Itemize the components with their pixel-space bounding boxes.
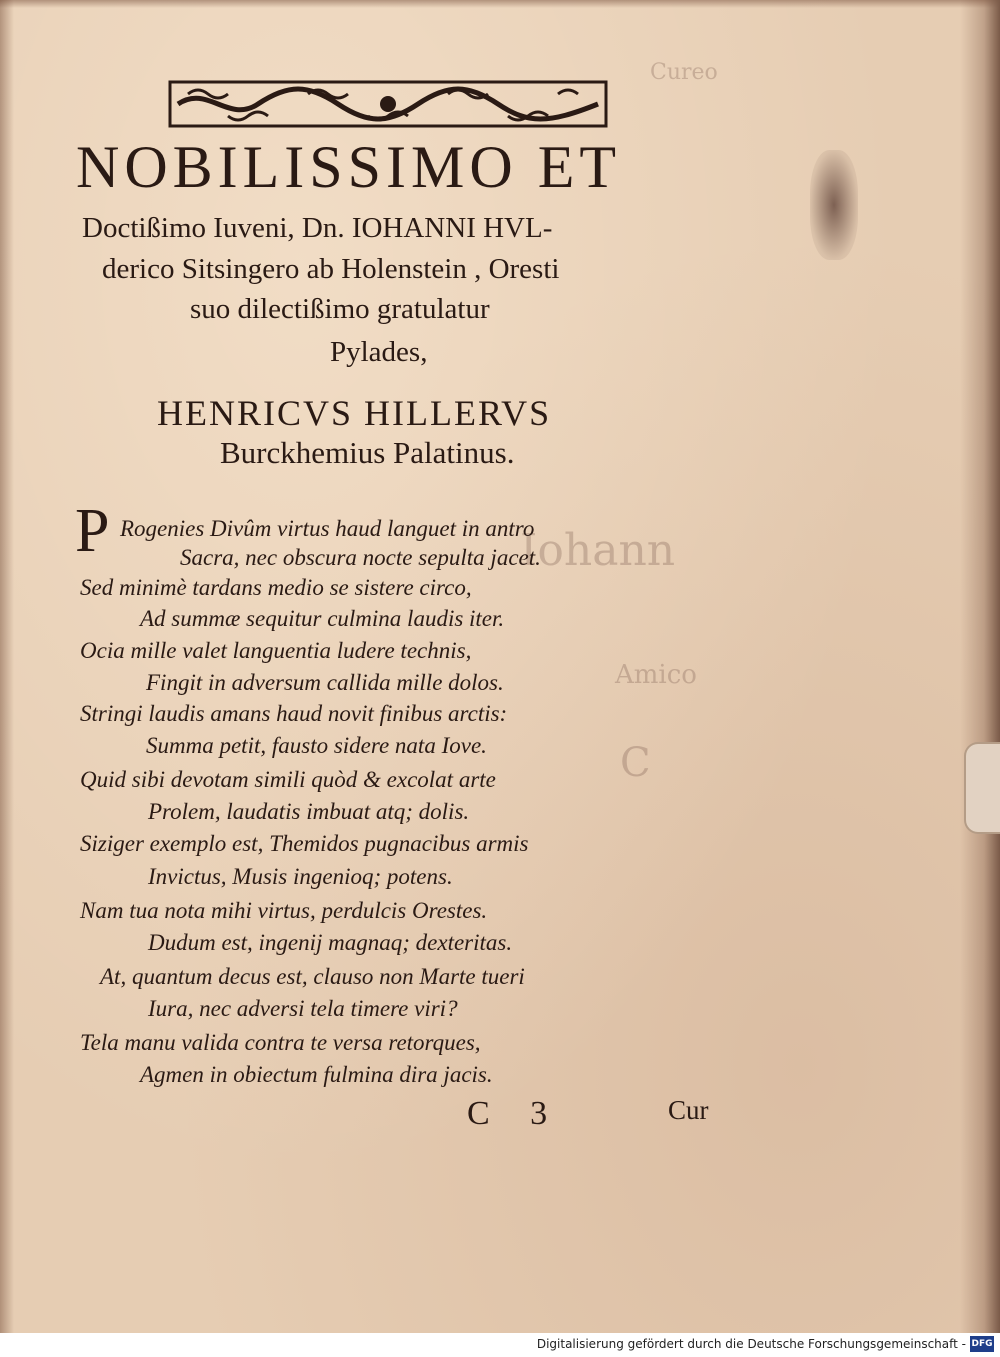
verse-line: Nam tua nota mihi virtus, perdulcis Orestes. bbox=[80, 898, 488, 923]
bleed-through-text: Amico bbox=[615, 660, 697, 690]
verse-line: Stringi laudis amans haud novit finibus arctis: bbox=[80, 701, 508, 726]
dedication-line: suo dilectißimo gratulatur bbox=[190, 293, 490, 325]
verse-line: Iura, nec adversi tela timere viri? bbox=[148, 996, 458, 1021]
verse-line: Invictus, Musis ingenioq; potens. bbox=[148, 864, 453, 889]
verse-line: Sacra, nec obscura nocte sepulta jacet. bbox=[180, 545, 541, 570]
verse-line: Siziger exemplo est, Themidos pugnacibus armis bbox=[80, 831, 529, 856]
verse-line: At, quantum decus est, clauso non Marte tueri bbox=[100, 964, 525, 989]
catchword: Cur bbox=[668, 1095, 709, 1125]
verse-line: Sed minimè tardans medio se sistere circo, bbox=[80, 575, 472, 600]
verse-line: Rogenies Divûm virtus haud languet in antro bbox=[120, 516, 535, 541]
bleed-through-text: Iohann bbox=[520, 525, 676, 576]
signature-mark: C 3 bbox=[467, 1095, 564, 1132]
verse-line: Tela manu valida contra te versa retorques, bbox=[80, 1030, 481, 1055]
page-top-shadow bbox=[0, 0, 1000, 8]
page-right-shadow bbox=[960, 0, 1000, 1333]
dfg-logo: DFG bbox=[970, 1336, 994, 1352]
verse-line: Ad summæ sequitur culmina laudis iter. bbox=[140, 606, 505, 631]
page-left-shadow bbox=[0, 0, 14, 1333]
verse-line: Quid sibi devotam simili quòd & excolat arte bbox=[80, 767, 496, 792]
dedication-line: Doctißimo Iuveni, Dn. IOHANNI HVL- bbox=[82, 212, 553, 244]
verse-line: Fingit in adversum callida mille dolos. bbox=[146, 670, 504, 695]
dedication-line: Pylades, bbox=[330, 336, 428, 368]
verse-line: Prolem, laudatis imbuat atq; dolis. bbox=[148, 799, 470, 824]
author-name: HENRICVS HILLERVS bbox=[157, 393, 552, 433]
ink-stain bbox=[810, 150, 858, 260]
bleed-through-text: Cureo bbox=[650, 60, 718, 85]
page-tab-marker bbox=[964, 742, 1000, 834]
verse-line: Dudum est, ingenij magnaq; dexteritas. bbox=[148, 930, 513, 955]
verse-line: Summa petit, fausto sidere nata Iove. bbox=[146, 733, 487, 758]
dedication-line: derico Sitsingero ab Holenstein , Oresti bbox=[102, 253, 560, 285]
ornament-headpiece-icon bbox=[168, 80, 608, 128]
drop-cap: P bbox=[75, 497, 110, 565]
verse-line: Ocia mille valet languentia ludere technis, bbox=[80, 638, 472, 663]
author-origin: Burckhemius Palatinus. bbox=[220, 435, 515, 470]
digitization-credit: Digitalisierung gefördert durch die Deutsche Forschungsgemeinschaft - bbox=[536, 1337, 966, 1351]
bleed-through-text: C bbox=[620, 740, 651, 786]
page-title: NOBILISSIMO ET bbox=[76, 134, 621, 200]
verse-line: Agmen in obiectum fulmina dira jacis. bbox=[140, 1062, 493, 1087]
